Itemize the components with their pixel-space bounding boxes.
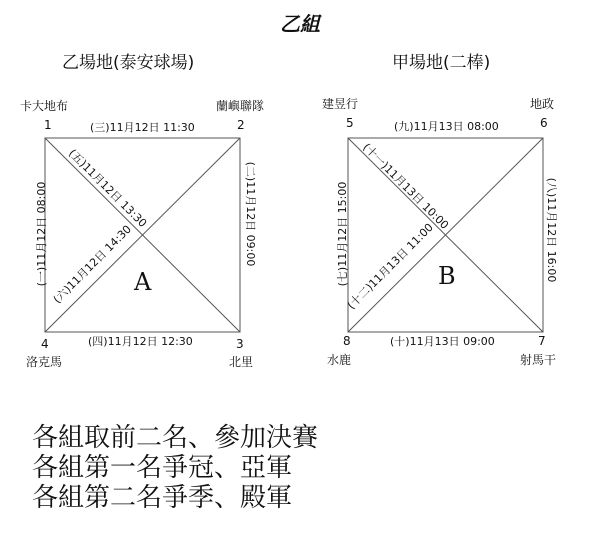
rule-line-2: 各組第一名爭冠、亞軍 xyxy=(32,453,293,483)
group-b-label: B xyxy=(438,262,456,290)
venue-a: 乙場地(泰安球場) xyxy=(62,53,195,73)
team-8-name: 水鹿 xyxy=(327,353,352,367)
team-6-name: 地政 xyxy=(530,97,555,111)
match-a-diagonal-main: (五)11月12日 13:30 xyxy=(66,146,150,230)
team-3-number: 3 xyxy=(236,337,244,351)
match-a-bottom: (四)11月12日 12:30 xyxy=(88,335,193,348)
team-4-number: 4 xyxy=(41,337,49,351)
match-b-diagonal-main: (十一)11月13日 10:00 xyxy=(360,140,452,232)
match-b-right: (八)11月12日 16:00 xyxy=(545,177,558,283)
rule-line-3: 各組第二名爭季、殿軍 xyxy=(32,483,293,513)
match-b-bottom: (十)11月13日 09:00 xyxy=(390,335,495,348)
team-7-name: 射馬干 xyxy=(520,353,557,367)
rule-line-1: 各組取前二名、參加決賽 xyxy=(32,423,319,453)
page-title: 乙組 xyxy=(280,12,320,36)
match-b-diagonal-anti: (十二)11月13日 11:00 xyxy=(344,220,436,312)
team-2-name: 蘭嶼聯隊 xyxy=(216,99,265,113)
match-a-right: (二)11月12日 09:00 xyxy=(244,161,257,267)
match-b-left: (七)11月12日 15:00 xyxy=(336,181,349,287)
match-a-left: (一)11月12日 08:00 xyxy=(35,181,48,287)
match-b-top: (九)11月13日 08:00 xyxy=(394,120,499,133)
match-a-top: (三)11月12日 11:30 xyxy=(90,121,195,134)
team-6-number: 6 xyxy=(540,116,548,130)
team-5-number: 5 xyxy=(346,116,354,130)
team-7-number: 7 xyxy=(538,334,546,348)
team-5-name: 建昱行 xyxy=(322,97,359,111)
team-1-number: 1 xyxy=(44,118,52,132)
team-8-number: 8 xyxy=(343,334,351,348)
team-1-name: 卡大地布 xyxy=(20,99,69,113)
venue-b: 甲場地(二棒) xyxy=(392,53,491,73)
team-2-number: 2 xyxy=(237,118,245,132)
team-3-name: 北里 xyxy=(229,355,254,369)
team-4-name: 洛克馬 xyxy=(26,355,63,369)
group-a-label: A xyxy=(134,268,152,296)
match-a-diagonal-anti: (六)11月12日 14:30 xyxy=(50,222,134,306)
